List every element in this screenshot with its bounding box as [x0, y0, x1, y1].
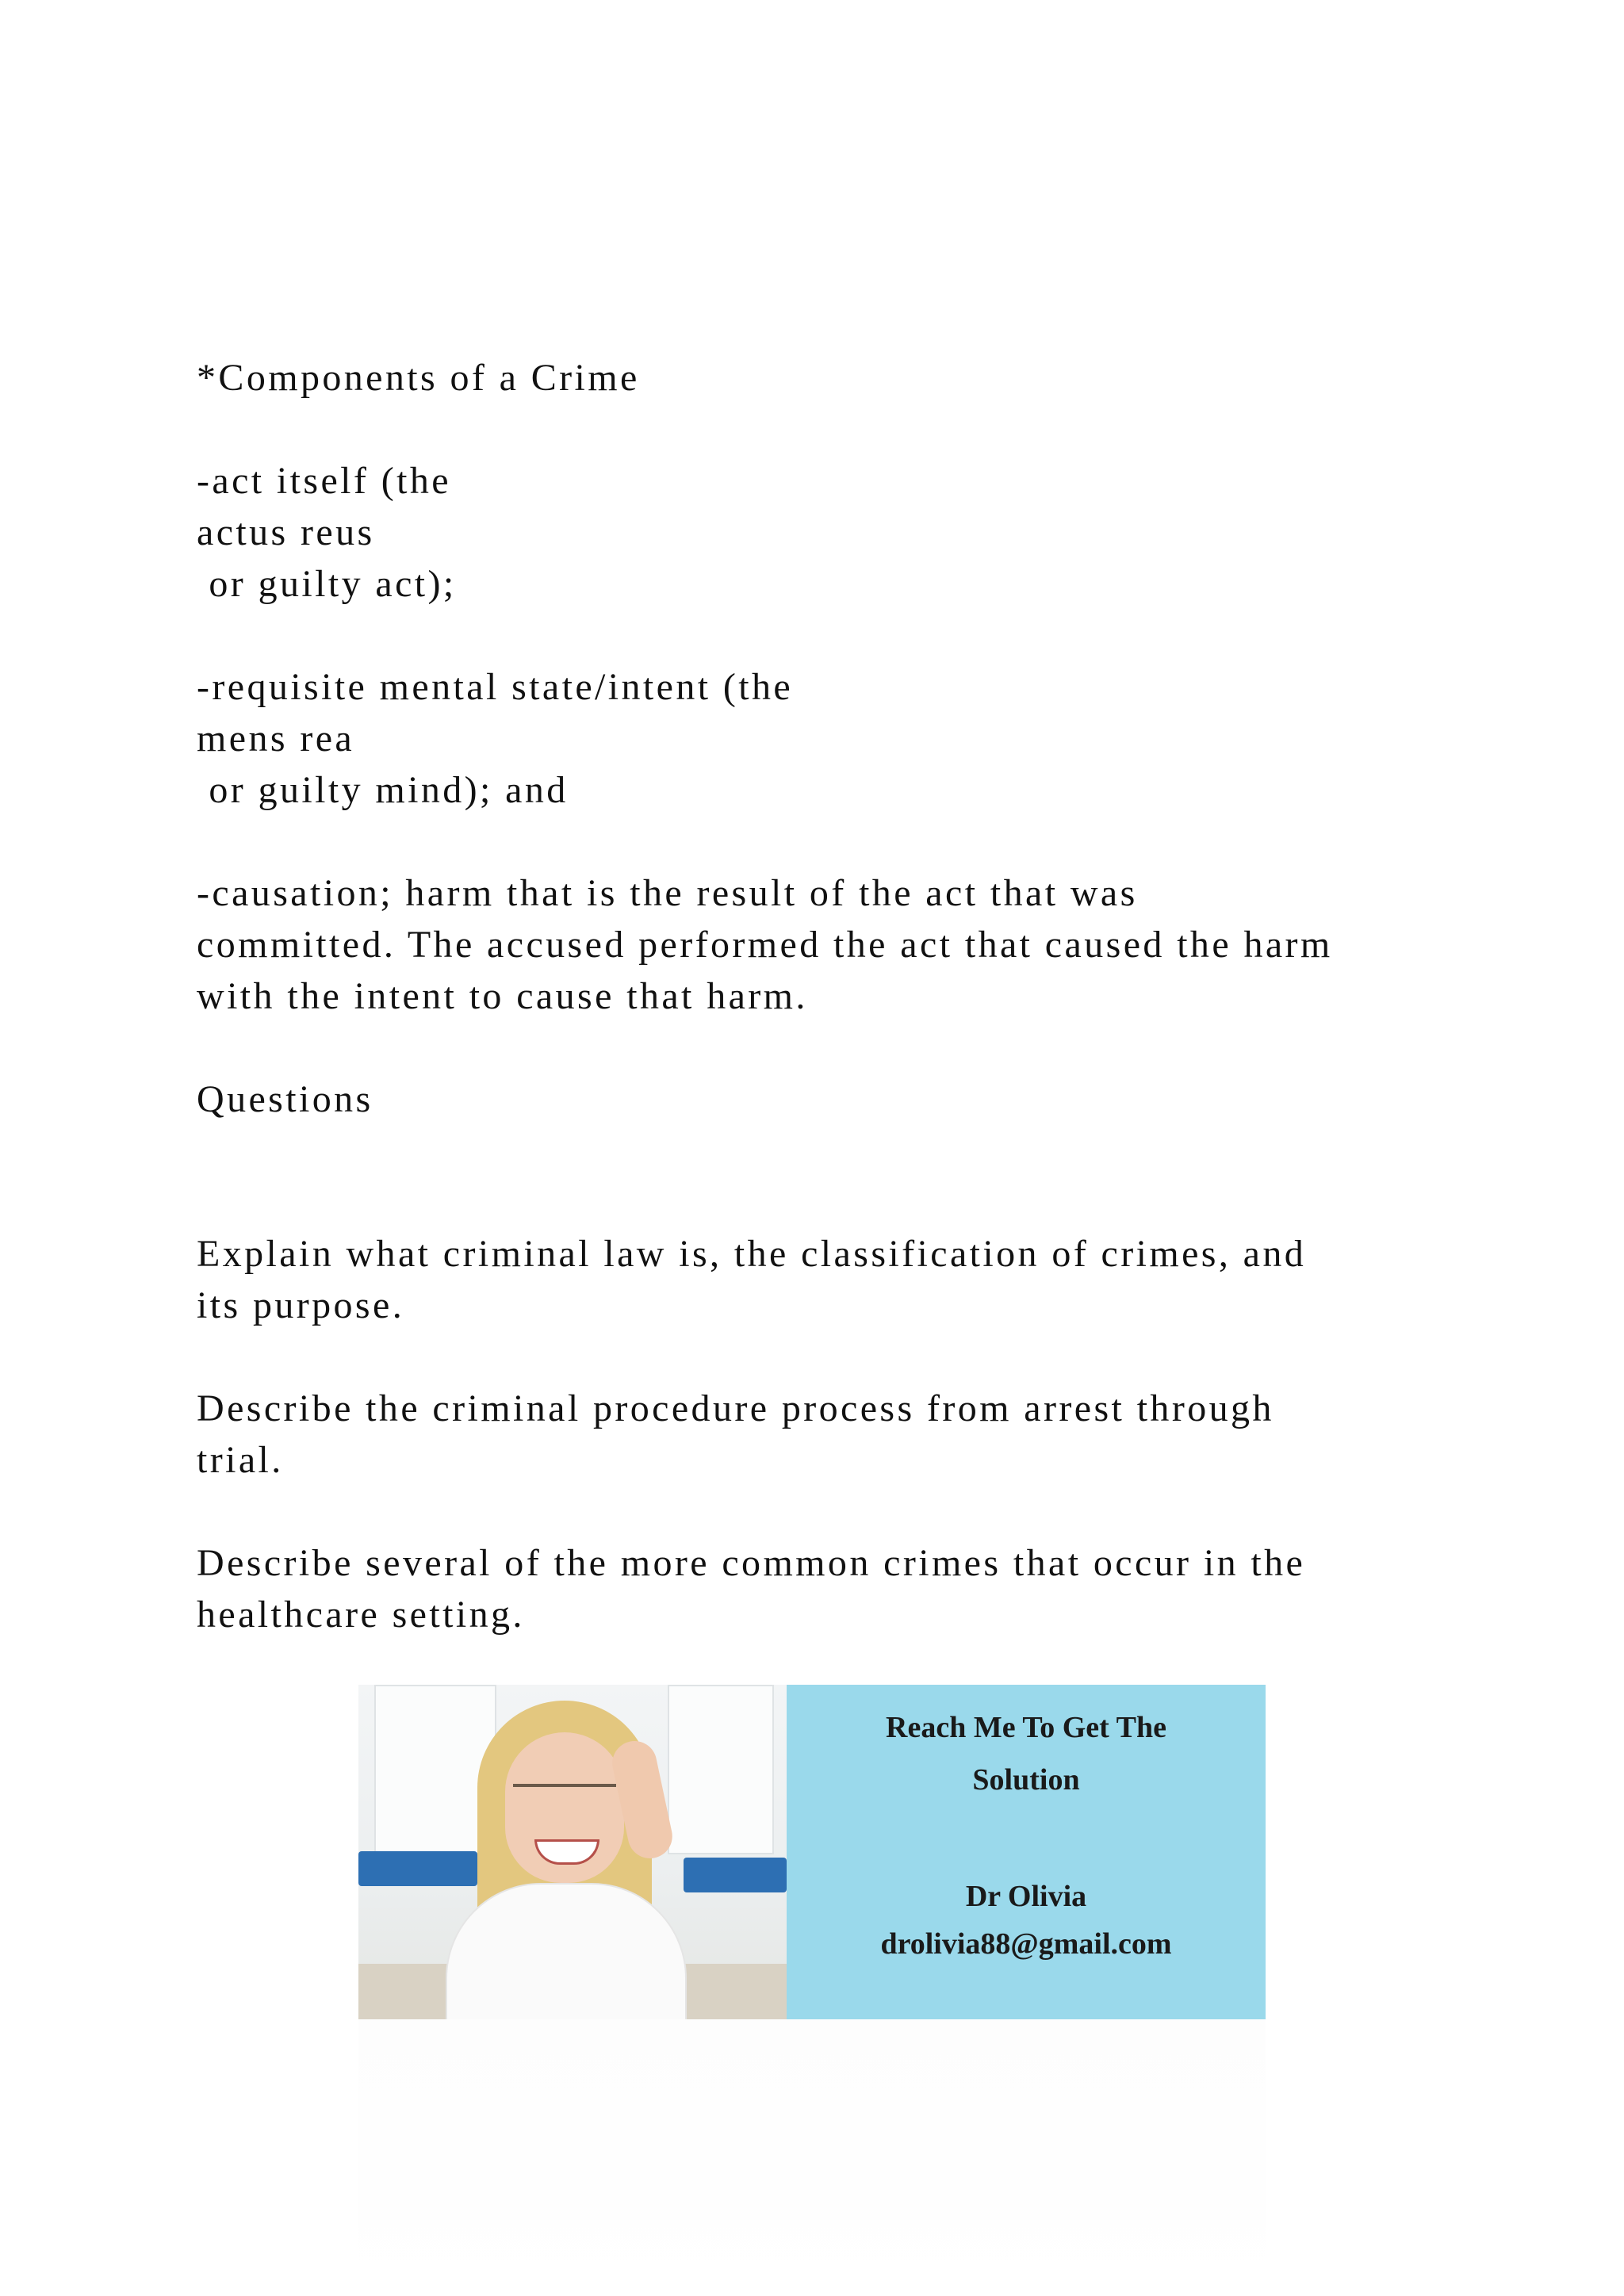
text-line: with the intent to cause that harm.	[197, 975, 808, 1017]
ad-headline-line2: Solution	[972, 1763, 1080, 1797]
text-line: -act itself (the	[197, 460, 451, 502]
blank-line	[197, 404, 1333, 455]
blank-line	[197, 610, 1333, 661]
blank-line	[197, 1177, 1333, 1228]
ad-banner	[358, 1685, 1266, 2019]
text-line: mens rea	[197, 718, 355, 760]
blank-line	[197, 1125, 1333, 1177]
background-shelf	[358, 1851, 477, 1886]
document-body	[197, 352, 1333, 1640]
questions-heading: Questions	[197, 1078, 373, 1120]
background-shelf	[684, 1858, 787, 1892]
ad-contact-name: Dr Olivia	[965, 1880, 1087, 1913]
question-line: trial.	[197, 1439, 284, 1481]
ad-contact-panel	[787, 1685, 1266, 2019]
text-line: -causation; harm that is the result of the act that was	[197, 872, 1138, 914]
glasses-icon	[513, 1784, 616, 1809]
ad-headline-line1: Reach Me To Get The	[886, 1711, 1166, 1744]
blank-line	[197, 1331, 1333, 1383]
background-window	[668, 1685, 774, 1854]
text-line: or guilty mind); and	[197, 769, 569, 811]
ad-contact-email: drolivia88@gmail.com	[880, 1927, 1172, 1961]
blank-line	[197, 1022, 1333, 1073]
ad-image-lower-area	[358, 2019, 1266, 2296]
section-heading: *Components of a Crime	[197, 357, 640, 399]
blank-line	[197, 1486, 1333, 1537]
question-line: Describe the criminal procedure process from arrest through	[197, 1387, 1274, 1429]
question-line: Explain what criminal law is, the classification of crimes, and	[197, 1233, 1307, 1275]
blank-line	[197, 816, 1333, 867]
text-line: -requisite mental state/intent (the	[197, 666, 794, 708]
text-line: actus reus	[197, 511, 375, 553]
question-line: its purpose.	[197, 1284, 405, 1326]
question-line: healthcare setting.	[197, 1594, 525, 1636]
person-shirt	[446, 1883, 687, 2019]
question-line: Describe several of the more common crimes that occur in the	[197, 1542, 1306, 1584]
ad-photo	[358, 1685, 787, 2019]
text-line: committed. The accused performed the act that caused the harm	[197, 924, 1333, 966]
text-line: or guilty act);	[197, 563, 457, 605]
